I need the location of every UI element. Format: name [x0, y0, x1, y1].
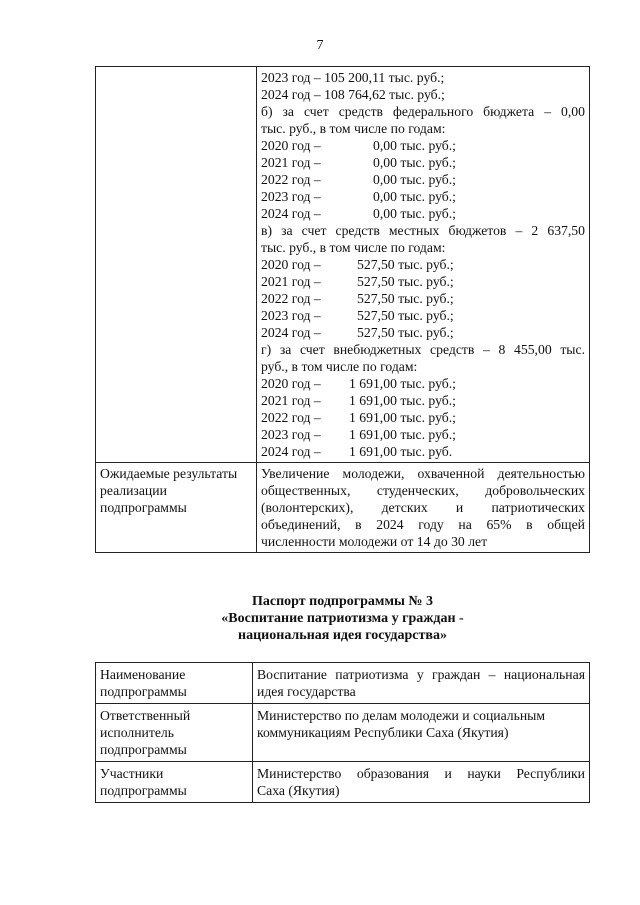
year-label: 2022 год – [261, 410, 321, 425]
year-amount: 0,00 тыс. руб.; [373, 206, 456, 221]
extra-year-row [261, 375, 585, 392]
extra-year-row [261, 409, 585, 426]
passport-label: Наименование [100, 667, 186, 682]
passport-row [96, 762, 590, 803]
year-amount: 0,00 тыс. руб.; [373, 189, 456, 204]
heading-line: «Воспитание патриотизма у граждан - [221, 611, 464, 626]
funding-table [95, 66, 590, 553]
extra-intro: г) за счет внебюджетных средств – 8 455,00 тыс. [261, 342, 585, 357]
year-amount: 0,00 тыс. руб.; [373, 138, 456, 153]
results-text-line: общественных, студенческих, добровольческих [261, 483, 585, 498]
passport-label-cell [96, 663, 253, 704]
funding-line: 2023 год – 105 200,11 тыс. руб.; [261, 70, 445, 85]
passport-value: Министерство образования и науки Республики [257, 766, 585, 781]
local-intro: тыс. руб., в том числе по годам: [261, 240, 446, 255]
year-label: 2023 год – [261, 189, 321, 204]
passport-value: идея государства [257, 684, 356, 699]
year-amount: 527,50 тыс. руб.; [357, 274, 454, 289]
year-amount: 0,00 тыс. руб.; [373, 172, 456, 187]
passport-label: Участники [100, 766, 164, 781]
year-amount: 1 691,00 тыс. руб.; [349, 393, 456, 408]
passport-label-cell [96, 762, 253, 803]
federal-year-row [261, 137, 585, 154]
local-year-row [261, 324, 585, 341]
extra-year-row [261, 426, 585, 443]
year-label: 2022 год – [261, 291, 321, 306]
funding-label-cell [96, 67, 257, 463]
federal-year-row [261, 188, 585, 205]
year-label: 2023 год – [261, 308, 321, 323]
year-label: 2024 год – [261, 206, 321, 221]
funding-line: 2024 год – 108 764,62 тыс. руб.; [261, 87, 445, 102]
page-number: 7 [316, 38, 324, 53]
year-amount: 527,50 тыс. руб.; [357, 325, 454, 340]
passport-label: исполнитель [100, 725, 174, 740]
funding-value-cell [257, 67, 590, 463]
year-label: 2023 год – [261, 427, 321, 442]
passport-row [96, 704, 590, 762]
results-text-line: Увеличение молодежи, охваченной деятельностью [261, 466, 585, 481]
passport-value-cell [253, 704, 590, 762]
passport-value-cell [253, 663, 590, 704]
passport-value: Министерство по делам молодежи и социальным [257, 708, 546, 723]
heading-line: Паспорт подпрограммы № 3 [252, 594, 433, 609]
year-amount: 527,50 тыс. руб.; [357, 308, 454, 323]
year-label: 2024 год – [261, 444, 321, 459]
federal-intro: б) за счет средств федерального бюджета – 0,00 [261, 104, 585, 119]
passport-label: подпрограммы [100, 783, 187, 798]
federal-intro: тыс. руб., в том числе по годам: [261, 121, 446, 136]
passport-label: подпрограммы [100, 742, 187, 757]
extra-intro: руб., в том числе по годам: [261, 359, 418, 374]
year-label: 2022 год – [261, 172, 321, 187]
results-text-line: численности молодежи от 14 до 30 лет [261, 534, 488, 549]
local-intro: в) за счет средств местных бюджетов – 2 637,50 [261, 223, 585, 238]
passport-label-cell [96, 704, 253, 762]
passport-value: Саха (Якутия) [257, 783, 340, 798]
results-label: Ожидаемые результаты [100, 466, 238, 481]
year-amount: 1 691,00 тыс. руб.; [349, 410, 456, 425]
year-amount: 0,00 тыс. руб.; [373, 155, 456, 170]
results-label: подпрограммы [100, 500, 187, 515]
year-label: 2021 год – [261, 274, 321, 289]
federal-year-row [261, 154, 585, 171]
passport-row [96, 663, 590, 704]
year-label: 2020 год – [261, 138, 321, 153]
results-text-line: (волонтерских), детских и патриотических [261, 500, 585, 515]
year-label: 2020 год – [261, 376, 321, 391]
results-label: реализации [100, 483, 167, 498]
passport-value-cell [253, 762, 590, 803]
results-row [96, 463, 590, 553]
extra-year-row [261, 392, 585, 409]
year-amount: 527,50 тыс. руб.; [357, 291, 454, 306]
local-year-row [261, 273, 585, 290]
heading-line: национальная идея государства» [238, 628, 447, 643]
results-text-line: объединений, в 2024 году на 65% в общей [261, 517, 585, 532]
local-year-row [261, 256, 585, 273]
local-year-row [261, 290, 585, 307]
year-amount: 1 691,00 тыс. руб.; [349, 376, 456, 391]
year-amount: 527,50 тыс. руб.; [357, 257, 454, 272]
year-label: 2024 год – [261, 325, 321, 340]
passport-label: подпрограммы [100, 684, 187, 699]
year-label: 2021 год – [261, 155, 321, 170]
year-label: 2020 год – [261, 257, 321, 272]
year-amount: 1 691,00 тыс. руб. [349, 444, 453, 459]
funding-row [96, 67, 590, 463]
extra-year-row [261, 443, 585, 460]
federal-year-row [261, 205, 585, 222]
year-amount: 1 691,00 тыс. руб.; [349, 427, 456, 442]
local-year-row [261, 307, 585, 324]
passport-label: Ответственный [100, 708, 191, 723]
subprogram-heading [95, 593, 590, 644]
results-label-cell [96, 463, 257, 553]
passport-value: коммуникациям Республики Саха (Якутия) [257, 725, 509, 740]
year-label: 2021 год – [261, 393, 321, 408]
federal-year-row [261, 171, 585, 188]
passport-value: Воспитание патриотизма у граждан – национальная [257, 667, 585, 682]
results-value-cell [257, 463, 590, 553]
passport-table [95, 662, 590, 803]
